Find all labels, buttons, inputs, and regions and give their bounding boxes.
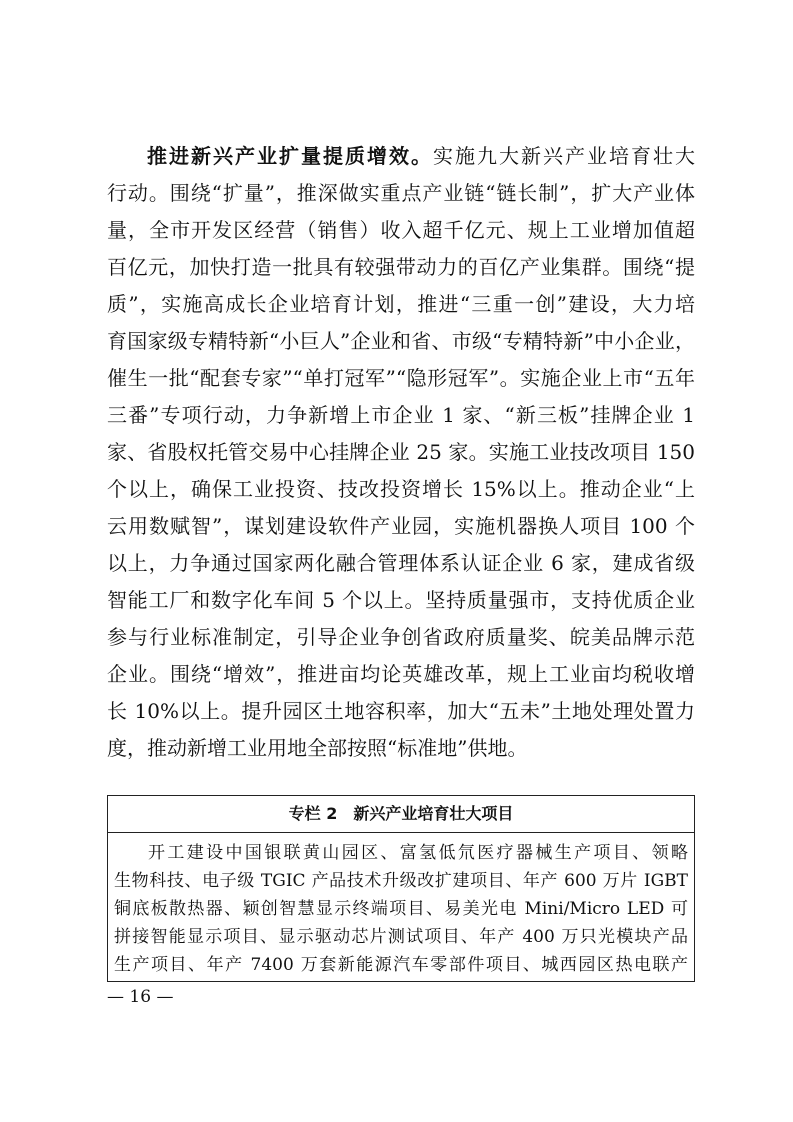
column-box — [107, 795, 695, 982]
paragraph-line: 长 10%以上。提升园区土地容积率，加大“五未”土地处理处置力 — [107, 699, 695, 723]
column-box-line: 生物科技、电子级 TGIC 产品技术升级改扩建项目、年产 600 万片 IGBT — [114, 871, 688, 891]
paragraph-line: 行动。围绕“扩量”，推深做实重点产业链“链长制”，扩大产业体 — [107, 181, 695, 205]
page-number: — 16 — — [107, 987, 174, 1007]
paragraph-line: 度，推动新增工业用地全部按照“标准地”供地。 — [107, 736, 528, 760]
paragraph-line: 催生一批“配套专家”“单打冠军”“隐形冠军”。实施企业上市“五年 — [107, 366, 695, 390]
column-box-line: 拼接智能显示项目、显示驱动芯片测试项目、年产 400 万只光模块产品 — [114, 927, 688, 947]
paragraph-line — [147, 139, 695, 174]
paragraph-line: 以上，力争通过国家两化融合管理体系认证企业 6 家，建成省级 — [107, 551, 695, 575]
column-box-label: 专栏 2 — [288, 804, 338, 823]
paragraph-line: 企业。围绕“增效”，推进亩均论英雄改革，规上工业亩均税收增 — [107, 662, 695, 686]
paragraph-line: 三番”专项行动，力争新增上市企业 1 家、“新三板”挂牌企业 1 — [107, 403, 695, 427]
column-box-line: 铜底板散热器、颖创智慧显示终端项目、易美光电 Mini/Micro LED 可 — [114, 899, 688, 919]
column-box-title: 新兴产业培育壮大项目 — [353, 804, 514, 823]
paragraph-line-text: 实施九大新兴产业培育壮大 — [433, 144, 695, 168]
paragraph-line: 云用数赋智”，谋划建设软件产业园，实施机器换人项目 100 个 — [107, 514, 695, 538]
paragraph-line: 质”，实施高成长企业培育计划，推进“三重一创”建设，大力培 — [107, 292, 695, 316]
paragraph-line: 个以上，确保工业投资、技改投资增长 15%以上。推动企业“上 — [107, 477, 695, 501]
column-box-header — [108, 796, 694, 833]
paragraph-line: 育国家级专精特新“小巨人”企业和省、市级“专精特新”中小企业， — [107, 329, 695, 353]
paragraph-line: 百亿元，加快打造一批具有较强带动力的百亿产业集群。围绕“提 — [107, 255, 695, 279]
column-box-line: 开工建设中国银联黄山园区、富氢低氘医疗器械生产项目、领略 — [148, 843, 688, 863]
paragraph-line: 家、省股权托管交易中心挂牌企业 25 家。实施工业技改项目 150 — [107, 440, 695, 464]
paragraph-lead-heading: 推进新兴产业扩量提质增效。 — [147, 144, 433, 168]
paragraph-line: 智能工厂和数字化车间 5 个以上。坚持质量强市，支持优质企业 — [107, 588, 695, 612]
paragraph-line: 参与行业标准制定，引导企业争创省政府质量奖、皖美品牌示范 — [107, 625, 695, 649]
paragraph-line: 量，全市开发区经营（销售）收入超千亿元、规上工业增加值超 — [107, 218, 695, 242]
column-box-line: 生产项目、年产 7400 万套新能源汽车零部件项目、城西园区热电联产 — [114, 955, 688, 975]
